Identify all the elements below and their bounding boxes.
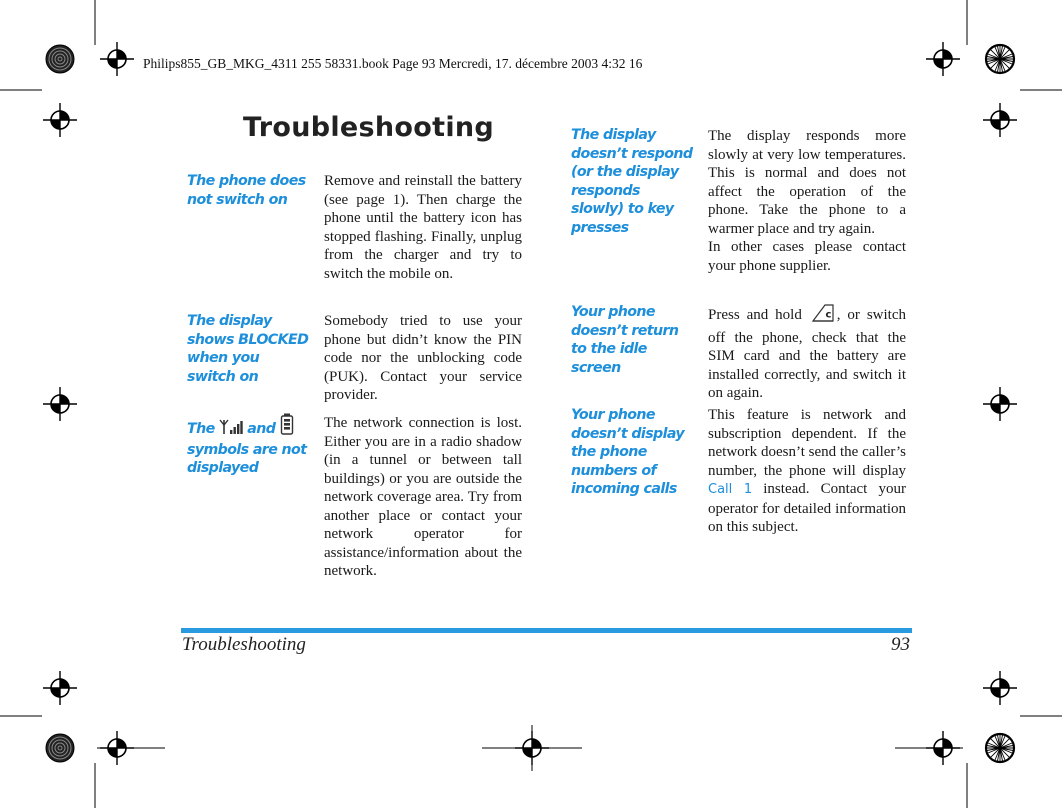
battery-icon bbox=[280, 413, 294, 441]
page-title: Troubleshooting bbox=[243, 112, 495, 143]
answer-prefix: This feature is network and subscription dependent. If the network doesn’t send the caller’s number, the phone will display bbox=[708, 407, 906, 479]
question-not-display-numbers: Your phone doesn’t display the phone numbers of incoming calls bbox=[571, 407, 685, 497]
answer-not-return-idle bbox=[708, 303, 906, 403]
answer-paragraph-1: The display responds more slowly at very low temperatures. This is normal and does not affect the operation of the phone. Take the phone to a warmer place and try again. bbox=[708, 128, 906, 237]
page-number: 93 bbox=[891, 634, 910, 655]
svg-text:c: c bbox=[825, 309, 832, 321]
question-display-not-respond: The display doesn’t respond (or the display responds slowly) to key presses bbox=[571, 127, 693, 236]
c-key-icon bbox=[811, 303, 835, 329]
call-1-label: Call 1 bbox=[708, 482, 753, 497]
answer-suffix: instead. Contact your operator for detailed information on this subject. bbox=[708, 481, 906, 535]
answer-suffix: , or switch off the phone, check that the SIM card and the battery are installed correctly, and switch it on again. bbox=[708, 307, 906, 401]
question-prefix: The bbox=[187, 421, 215, 437]
question-symbols-not-displayed bbox=[187, 413, 311, 478]
answer-display-blocked: Somebody tried to use your phone but didn’t know the PIN code nor the unblocking code (PUK). Contact your service provider. bbox=[324, 313, 522, 403]
answer-display-not-respond bbox=[708, 127, 906, 275]
footer-rule bbox=[181, 628, 912, 633]
signal-icon bbox=[219, 419, 243, 441]
answer-prefix: Press and hold bbox=[708, 307, 802, 323]
question-suffix: symbols are not displayed bbox=[187, 441, 307, 476]
answer-paragraph-2: In other cases please contact your phone supplier. bbox=[708, 239, 906, 274]
footer-section-title: Troubleshooting bbox=[182, 634, 306, 655]
answer-phone-not-switch-on: Remove and reinstall the battery (see page 1). Then charge the phone until the battery icon has stopped flashing. Finally, unplug from the charger and try to switch the mobile on. bbox=[324, 173, 522, 282]
answer-symbols-not-displayed: The network connection is lost. Either you are in a radio shadow (in a tunnel or between tall buildings) or you are outside the network coverage area. Try from another place or contact your network operator for assistance/information about the network. bbox=[324, 415, 522, 579]
print-header: Philips855_GB_MKG_4311 255 58331.book Page 93 Mercredi, 17. décembre 2003 4:32 16 bbox=[143, 56, 643, 71]
question-not-return-idle: Your phone doesn’t return to the idle screen bbox=[571, 304, 679, 376]
question-mid: and bbox=[247, 421, 276, 437]
answer-not-display-numbers bbox=[708, 406, 906, 537]
question-phone-not-switch-on: The phone does not switch on bbox=[187, 173, 306, 208]
question-display-blocked: The display shows BLOCKED when you switch on bbox=[187, 313, 309, 385]
